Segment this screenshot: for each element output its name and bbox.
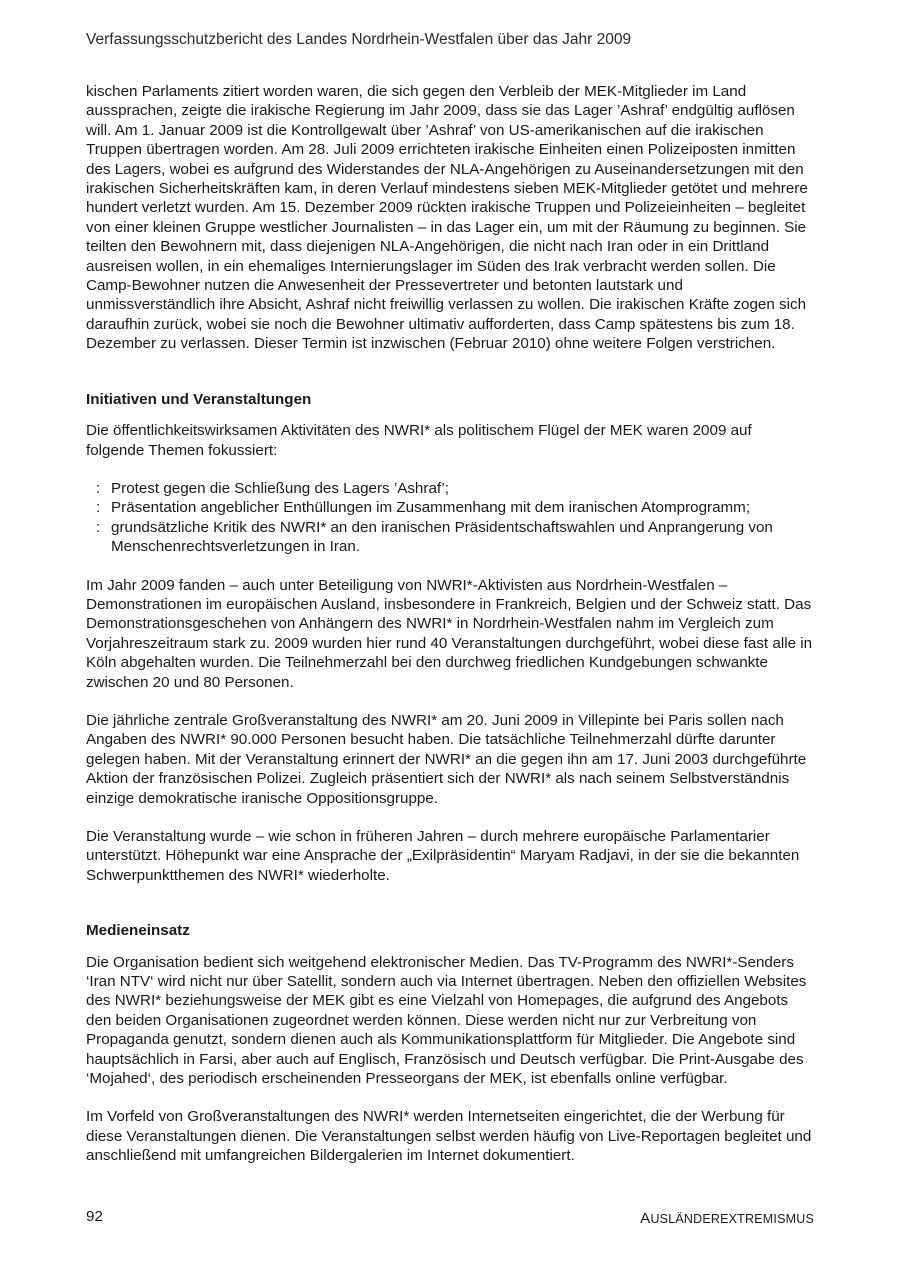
bullet-marker: : <box>96 499 101 517</box>
running-header: Verfassungsschutzbericht des Landes Nordrhein-Westfalen über das Jahr 2009 <box>86 31 632 48</box>
paragraph-ashraf: kischen Parlaments zitiert worden waren, die sich gegen den Verbleib der MEK-Mitglieder im Land aussprachen, zeigte die irakische Regierung im Jahr 2009, dass sie das Lager ’Ashraf’ endgültig auflösen will. Am 1. Januar 2009 ist die Kontrollgewalt über ’Ashraf’ von US-amerikanischen auf die irakischen Truppen übertragen worden. Am 28. Juli 2009 errichteten irakische Einheiten einen Polizeiposten inmitten des Lagers, wobei es aufgrund des Widerstandes der NLA-Angehörigen zu Auseinandersetzungen mit den irakischen Sicherheitskräften kam, in deren Verlauf mindestens sieben MEK-Mitglieder getötet und mehrere hundert verletzt wurden. Am 15. Dezember 2009 rückten irakische Truppen und Polizeieinheiten – begleitet von einer kleinen Gruppe westlicher Journalisten – in das Lager ein, um mit der Räumung zu beginnen. Sie teilten den Bewohnern mit, dass diejenigen NLA-Angehörigen, die nicht nach Iran oder in ein Drittland ausreisen wollen, in ein ehemaliges Internierungslager im Süden des Irak verbracht werden sollen. Die Camp-Bewohner nutzen die Anwesenheit der Pressevertreter und betonten lautstark und unmissverständlich ihre Absicht, Ashraf nicht freiwillig verlassen zu wollen. Die irakischen Kräfte zogen sich daraufhin zurück, wobei sie noch die Bewohner ultimativ aufforderten, dass Camp spätestens bis zum 18. Dezember zu verlassen. Dieser Termin ist inzwischen (Februar 2010) ohne weitere Folgen verstrichen. <box>86 83 808 353</box>
bullet-marker: : <box>96 479 101 497</box>
section-label: AUSLÄNDEREXTREMISMUS <box>640 1210 814 1227</box>
heading-medieneinsatz: Medieneinsatz <box>86 922 190 940</box>
page-number: 92 <box>86 1208 103 1225</box>
paragraph-villepinte: Die jährliche zentrale Großveranstaltung des NWRI* am 20. Juni 2009 in Villepinte bei Paris sollen nach Angaben des NWRI* 90.000 Personen besucht haben. Die tatsächliche Teilnehmerzahl dürfte darunter gelegen haben. Mit der Veranstaltung erinnert der NWRI* an die gegen ihn am 17. Juni 2003 durchgeführte Aktion der französischen Polizei. Zugleich präsentiert sich der NWRI* als nach seinem Selbstverständnis einzige demokratische iranische Oppositionsgruppe. <box>86 711 807 807</box>
heading-initiativen: Initiativen und Veranstaltungen <box>86 390 312 408</box>
list-item: : grundsätzliche Kritik des NWRI* an den iranischen Präsidentschaftswahlen und Anprangerung von Menschenrechtsverletzungen in Iran. <box>96 518 773 556</box>
paragraph-intro-themes: Die öffentlichkeitswirksamen Aktivitäten des NWRI* als politischem Flügel der MEK waren 2009 auf folgende Themen fokussiert: <box>86 422 752 459</box>
list-item: : Präsentation angeblicher Enthüllungen im Zusammenhang mit dem iranischen Atomprogramm; <box>96 499 751 517</box>
page-body <box>86 82 814 1185</box>
paragraph-demonstrations: Im Jahr 2009 fanden – auch unter Beteiligung von NWRI*-Aktivisten aus Nordrhein-Westfalen – Demonstrationen im europäischen Ausland, insbesondere in Frankreich, Belgien und der Schweiz statt. Das Demonstrationsgeschehen von Anhängern des NWRI* in Nordrhein-Westfalen nahm im Vergleich zum Vorjahreszeitraum stark zu. 2009 wurden hier rund 40 Veranstaltungen durchgeführt, wobei diese fast alle in Köln abgehalten wurden. Die Teilnehmerzahl bei den durchweg friedlichen Kundgebungen schwankte zwischen 20 und 80 Personen. <box>86 576 813 691</box>
themes-list <box>86 479 814 557</box>
bullet-marker: : <box>96 518 101 536</box>
paragraph-media: Die Organisation bedient sich weitgehend elektronischer Medien. Das TV-Programm des NWRI*-Senders ‘Iran NTV‘ wird nicht nur über Satellit, sondern auch via Internet übertragen. Neben den offiziellen Websites des NWRI* beziehungsweise der MEK gibt es eine Vielzahl von Homepages, die aufgrund des Angebots den beiden Organisationen zugeordnet werden können. Diese werden nicht nur zur Verbreitung von Propaganda genutzt, sondern dienen auch als Kommunikationsplattform für Mitglieder. Die Angebote sind hauptsächlich in Farsi, aber auch auf Englisch, Französisch und Deutsch verfügbar. Die Print-Ausgabe des ‘Mojahed‘, des periodisch erscheinenden Presseorgans der MEK, ist ebenfalls online verfügbar. <box>86 953 807 1088</box>
paragraph-radjavi: Die Veranstaltung wurde – wie schon in früheren Jahren – durch mehrere europäische Parlamentarier unterstützt. Höhepunkt war eine Ansprache der „Exilpräsidentin“ Maryam Radjavi, in der sie die bekannten Schwerpunktthemen des NWRI* wiederholte. <box>86 828 800 884</box>
paragraph-internet: Im Vorfeld von Großveranstaltungen des NWRI* werden Internetseiten eingerichtet, die der Werbung für diese Veranstaltungen dienen. Die Veranstaltungen selbst werden häufig von Live-Reportagen begleitet und anschließend mit umfangreichen Bildergalerien im Internet dokumentiert. <box>86 1108 812 1165</box>
list-item: : Protest gegen die Schließung des Lagers ’Ashraf’; <box>96 479 449 497</box>
